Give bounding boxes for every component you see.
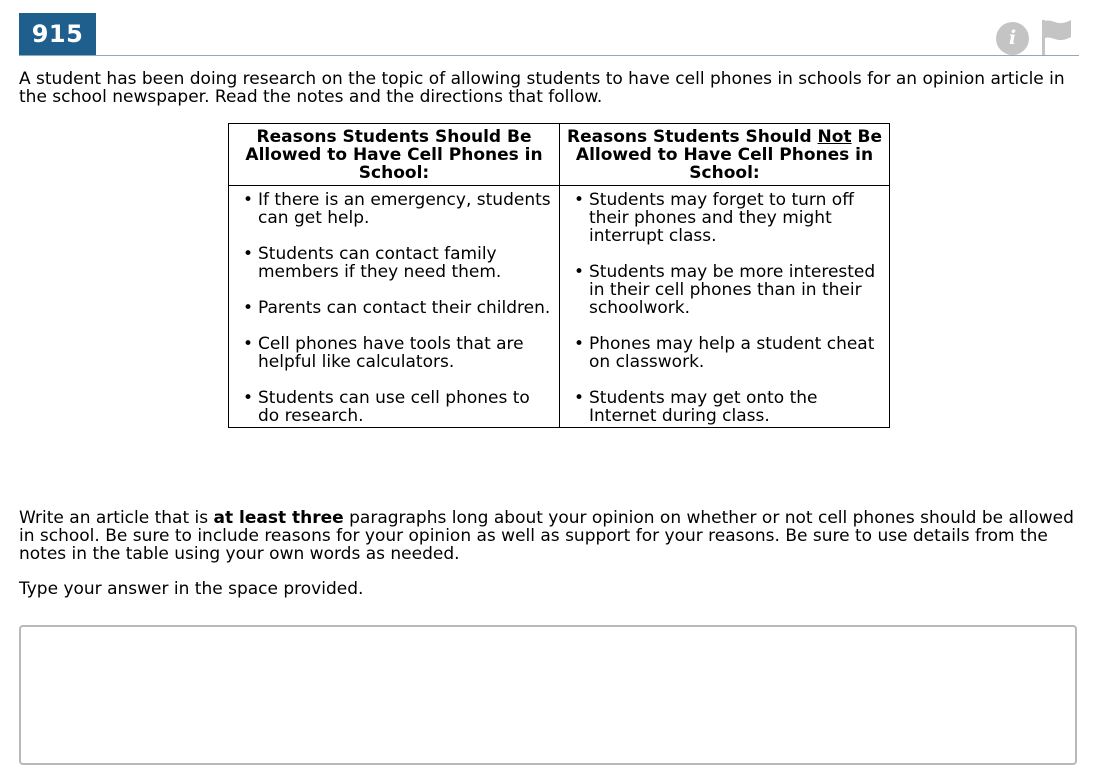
writing-directions bbox=[19, 509, 1079, 563]
item-header bbox=[19, 13, 1079, 56]
con-note: • Students may forget to turn off their phones and they might interrupt class. bbox=[566, 191, 885, 245]
research-notes-table bbox=[228, 123, 890, 428]
con-heading-end: Be Allowed to Have Cell Phones in School: bbox=[575, 127, 882, 183]
answer-textarea[interactable] bbox=[19, 625, 1077, 765]
directions-start: Write an article that is bbox=[19, 508, 214, 528]
con-reasons-cell bbox=[560, 186, 890, 428]
stimulus-intro: A student has been doing research on the topic of allowing students to have cell phones in schools for an opinion article in the school newspaper. Read the notes and the directions that follow. bbox=[19, 69, 1065, 107]
pro-reasons-list bbox=[235, 191, 555, 425]
pro-note: • Students can contact family members if they need them. bbox=[235, 245, 555, 281]
con-note: • Students may get onto the Internet during class. bbox=[566, 389, 885, 425]
con-note: • Students may be more interested in their cell phones than in their schoolwork. bbox=[566, 263, 885, 317]
flag-icon[interactable] bbox=[1038, 18, 1074, 56]
con-heading-not: Not bbox=[817, 127, 852, 147]
pro-note: • Students can use cell phones to do research. bbox=[235, 389, 555, 425]
pro-reasons-heading: Reasons Students Should Be Allowed to Have Cell Phones in School: bbox=[229, 124, 560, 186]
pro-note: • Parents can contact their children. bbox=[235, 299, 555, 317]
item-number-badge: 915 bbox=[19, 13, 96, 55]
directions-emphasis: at least three bbox=[213, 508, 344, 528]
pro-note: • If there is an emergency, students can get help. bbox=[235, 191, 555, 227]
con-note: • Phones may help a student cheat on classwork. bbox=[566, 335, 885, 371]
con-heading-start: Reasons Students Should bbox=[567, 127, 818, 147]
con-reasons-heading bbox=[560, 124, 890, 186]
pro-reasons-cell bbox=[229, 186, 560, 428]
info-icon[interactable]: i bbox=[996, 22, 1029, 55]
answer-prompt: Type your answer in the space provided. bbox=[19, 579, 364, 599]
con-reasons-list bbox=[566, 191, 885, 425]
directions-end: paragraphs long about your opinion on whether or not cell phones should be allowed in school. Be sure to include reasons for your opinion as well as support for your reasons. Be sure to use details from the notes in the table using your own words as needed. bbox=[19, 508, 1074, 564]
pro-note: • Cell phones have tools that are helpful like calculators. bbox=[235, 335, 555, 371]
